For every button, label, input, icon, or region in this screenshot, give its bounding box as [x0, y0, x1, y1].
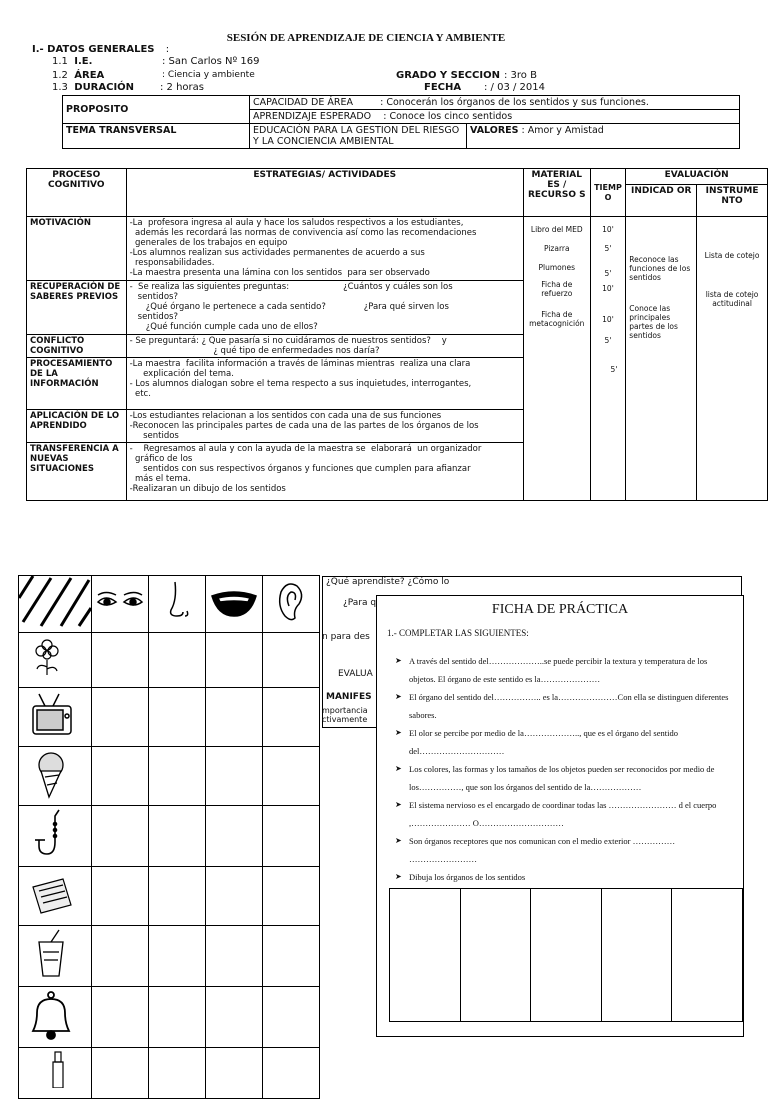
materiales-column: [523, 217, 590, 501]
actividad-cell: -La maestra facilita información a través de láminas mientras realiza una clara explicación del tema. - Los alumnos dialogan sobre el tema respecto a sus inquietudes, interrogantes, etc.: [126, 358, 523, 410]
tiempo-item: 5': [604, 244, 612, 253]
eyes-icon: [92, 576, 149, 633]
ie-value: : San Carlos Nº 169: [162, 56, 260, 67]
hatched-corner-cell: [19, 576, 92, 633]
arrow-bullet-icon: ➤: [395, 872, 402, 881]
grid-cell: [206, 806, 263, 867]
grid-cell: [263, 633, 320, 688]
indicadores-column: [626, 217, 697, 501]
actividad-cell: - Se preguntará: ¿ Que pasaría si no cuidáramos de nuestros sentidos? y ¿ qué tipo de enfermedades nos daría?: [126, 335, 523, 358]
instrumento-item: lista de cotejo actitudinal: [705, 290, 759, 308]
practice-instruction: 1.- COMPLETAR LAS SIGUIENTES:: [387, 628, 529, 638]
header-evaluacion: EVALUACIÓN: [626, 169, 768, 185]
proceso-cell: RECUPERACIÓN DE SABERES PREVIOS: [27, 281, 127, 335]
grid-cell: [263, 806, 320, 867]
drawing-boxes: [389, 888, 743, 1022]
arrow-bullet-icon: ➤: [395, 728, 402, 737]
header-materiales: MATERIAL ES / RECURSO S: [523, 169, 590, 217]
grid-cell: [92, 867, 149, 926]
arrow-bullet-icon: ➤: [395, 836, 402, 845]
practice-item: ➤ El olor se percibe por medio de la……………….., que es el órgano del sentido del…………………………: [395, 724, 731, 760]
proposito-label: PROPOSITO: [63, 96, 250, 124]
practice-item: ➤ El sistema nervioso es el encargado de coordinar todas las …………………… d el cuerpo ,………………… O…………………………: [395, 796, 731, 832]
grid-cell: [263, 987, 320, 1048]
proceso-cell: MOTIVACIÓN: [27, 217, 127, 281]
grid-cell: [149, 1048, 206, 1099]
indicador-item: Reconoce las funciones de los sentidos: [629, 255, 691, 282]
grid-cell: [149, 806, 206, 867]
proceso-cell: TRANSFERENCIA A NUEVAS SITUACIONES: [27, 443, 127, 501]
header-tiempo: TIEMP O: [590, 169, 626, 217]
actividad-cell: -La profesora ingresa al aula y hace los saludos respectivos a los estudiantes, además les recordará las normas de convivencia así como las recomendaciones generales de los trabajos en equipo -Los alumnos realizan sus actividades permanentes de acuerdo a sus responsabilidades. -La maestra presenta una lámina con los sentidos para ser observado: [126, 217, 523, 281]
back-page-manifes: MANIFES: [326, 692, 372, 702]
grid-cell: [263, 1048, 320, 1099]
header-estrategias: ESTRATEGIAS/ ACTIVIDADES: [126, 169, 523, 217]
valores-cell: VALORES : Amor y Amistad: [467, 124, 740, 149]
back-page-question: ¿Qué aprendiste? ¿Cómo lo: [326, 577, 450, 587]
grid-cell: [149, 633, 206, 688]
practice-item: ➤ A través del sentido del………………..se puede percibir la textura y temperatura de los objetos. El órgano de este sentido es la…………………: [395, 652, 731, 688]
grid-cell: [92, 688, 149, 747]
grid-cell: [263, 747, 320, 806]
tiempo-item: 5': [604, 336, 612, 345]
grid-cell: [263, 867, 320, 926]
back-page-question: ¿Para q: [343, 598, 377, 608]
grid-cell: [206, 747, 263, 806]
tiempo-item: 5': [604, 269, 612, 278]
senses-grid: [18, 575, 320, 1099]
session-plan-table: [26, 168, 768, 501]
arrow-bullet-icon: ➤: [395, 656, 402, 665]
capacidad-cell: CAPACIDAD DE ÁREA : Conocerán los órganos de los sentidos y sus funciones.: [250, 96, 740, 110]
indicador-item: Conoce las principales partes de los sentidos: [629, 304, 678, 340]
grid-cell: [92, 926, 149, 987]
tema-transversal-label: TEMA TRANSVERSAL: [63, 124, 250, 149]
saxophone-icon: [19, 806, 92, 867]
grid-cell: [92, 987, 149, 1048]
arrow-bullet-icon: ➤: [395, 764, 402, 773]
tema-transversal-value: EDUCACIÓN PARA LA GESTION DEL RIESGO Y LA CONCIENCIA AMBIENTAL: [250, 124, 467, 149]
material-item: Plumones: [538, 263, 576, 272]
practice-items: [395, 652, 731, 886]
grid-cell: [263, 926, 320, 987]
tiempo-column: [590, 217, 626, 501]
practice-item: ➤ Son órganos receptores que nos comunican con el medio exterior …………… ……………………: [395, 832, 731, 868]
drawing-box[interactable]: [460, 889, 531, 1022]
material-item: Pizarra: [543, 244, 570, 253]
proceso-cell: CONFLICTO COGNITIVO: [27, 335, 127, 358]
instrumento-item: Lista de cotejo: [704, 251, 760, 260]
grid-cell: [149, 926, 206, 987]
newspaper-icon: [19, 867, 92, 926]
aprendizaje-cell: APRENDIZAJE ESPERADO : Conoce los cinco sentidos: [250, 110, 740, 124]
drawing-box[interactable]: [390, 889, 461, 1022]
ear-icon: [263, 576, 320, 633]
tiempo-item: 10': [602, 315, 614, 324]
grid-cell: [206, 688, 263, 747]
grid-cell: [206, 1048, 263, 1099]
nose-icon: [149, 576, 206, 633]
tiempo-item: 5': [610, 365, 618, 374]
grid-cell: [149, 688, 206, 747]
material-item: Ficha de metacognición: [529, 310, 585, 328]
arrow-bullet-icon: ➤: [395, 692, 402, 701]
duracion-row: 1.3 DURACIÓN: [52, 82, 135, 93]
drink-glass-icon: [19, 926, 92, 987]
actividad-cell: -Los estudiantes relacionan a los sentidos con cada una de sus funciones -Reconocen las principales partes de cada una de las partes de los órganos de los sentidos: [126, 410, 523, 443]
bell-icon: [19, 987, 92, 1048]
back-page-text: n para des: [322, 632, 370, 642]
grid-cell: [206, 926, 263, 987]
tiempo-item: 10': [602, 284, 614, 293]
header-indicador: INDICAD OR: [626, 185, 697, 217]
mouth-icon: [206, 576, 263, 633]
grid-cell: [92, 633, 149, 688]
grid-cell: [92, 806, 149, 867]
fecha-label: FECHA: [424, 82, 462, 93]
practice-sheet: [376, 595, 744, 1037]
practice-item: ➤ Los colores, las formas y los tamaños de los objetos pueden ser reconocidos por medio de los……………, que son los órganos del sentido de la………………: [395, 760, 731, 796]
drawing-box[interactable]: [601, 889, 672, 1022]
instrumentos-column: [697, 217, 768, 501]
general-data-heading: I.- DATOS GENERALES :: [32, 44, 170, 55]
purpose-table: [62, 95, 740, 149]
grid-cell: [149, 867, 206, 926]
grid-cell: [206, 633, 263, 688]
area-row: 1.2 ÁREA: [52, 70, 105, 81]
grado-value: : 3ro B: [504, 70, 537, 81]
practice-item: ➤ El órgano del sentido del…………….. es la…………………Con ella se distinguen diferentes sabores.: [395, 688, 731, 724]
drawing-box[interactable]: [531, 889, 602, 1022]
grid-cell: [206, 867, 263, 926]
practice-sheet-title: FICHA DE PRÁCTICA: [491, 602, 629, 617]
ie-row: 1.1 I.E.: [52, 56, 93, 67]
arrow-bullet-icon: ➤: [395, 800, 402, 809]
material-item: Libro del MED: [530, 225, 583, 234]
back-page-text: ctivamente: [322, 715, 368, 724]
grid-cell: [149, 987, 206, 1048]
grid-cell: [149, 747, 206, 806]
flower-icon: [19, 633, 92, 688]
back-page-text: mportancia: [322, 706, 368, 715]
proceso-cell: PROCESAMIENTO DE LA INFORMACIÓN: [27, 358, 127, 410]
ice-cream-icon: [19, 747, 92, 806]
document-title: SESIÓN DE APRENDIZAJE DE CIENCIA Y AMBIENTE: [226, 32, 506, 44]
grid-cell: [206, 987, 263, 1048]
bottle-icon: [19, 1048, 92, 1099]
area-value: : Ciencia y ambiente: [162, 70, 255, 80]
back-page-evalua: EVALUA: [338, 669, 373, 679]
header-instrumento: INSTRUME NTO: [697, 185, 768, 217]
drawing-box[interactable]: [672, 889, 743, 1022]
material-item: Ficha de refuerzo: [541, 280, 573, 298]
hatch-pattern: [19, 576, 91, 628]
grid-cell: [263, 688, 320, 747]
actividad-cell: - Regresamos al aula y con la ayuda de la maestra se elaborará un organizador gráfico de los sentidos con sus respectivos órganos y funciones que cumplen para afianzar más el tema. -Realizaran un dibujo de los sentidos: [126, 443, 523, 501]
practice-item: ➤ Dibuja los órganos de los sentidos: [395, 868, 731, 886]
duracion-value: : 2 horas: [160, 82, 204, 93]
proceso-cell: APLICACIÓN DE LO APRENDIDO: [27, 410, 127, 443]
television-icon: [19, 688, 92, 747]
tiempo-item: 10': [602, 225, 614, 234]
header-proceso: PROCESO COGNITIVO: [27, 169, 127, 217]
actividad-cell: - Se realiza las siguientes preguntas: ¿Cuántos y cuáles son los sentidos? ¿Qué órgano le pertenece a cada sentido? ¿Para qué sirven los sentidos? ¿Qué función cumple cada uno de ellos?: [126, 281, 523, 335]
grado-label: GRADO Y SECCION: [396, 70, 500, 81]
grid-cell: [92, 747, 149, 806]
grid-cell: [92, 1048, 149, 1099]
fecha-value: : / 03 / 2014: [484, 82, 545, 93]
